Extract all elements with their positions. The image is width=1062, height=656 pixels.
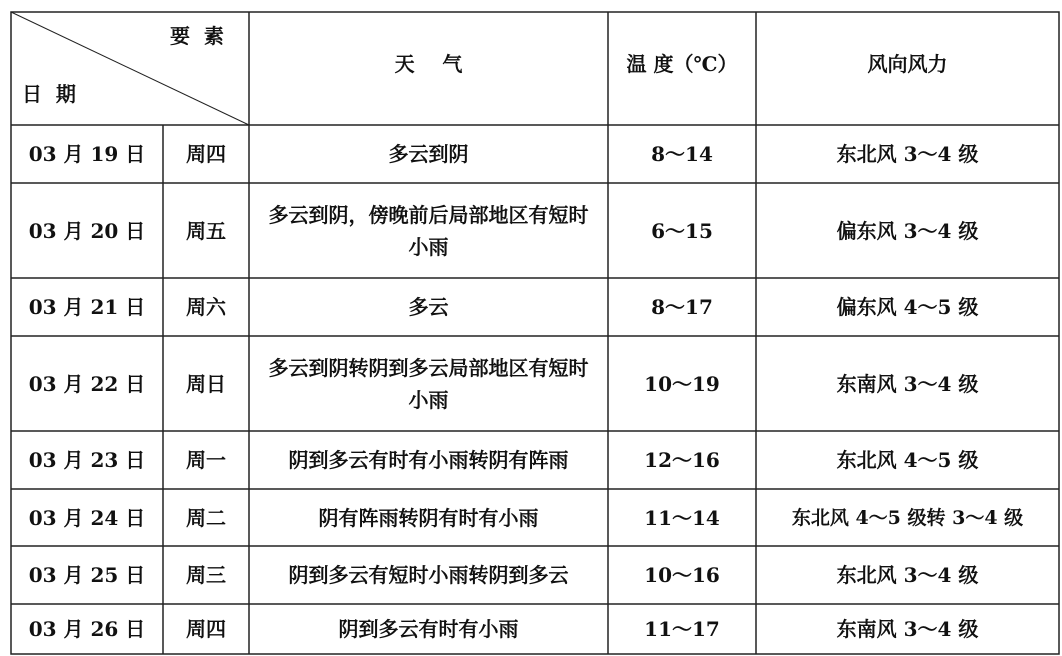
row-weather: 多云到阴，傍晚前后局部地区有短时小雨 (268, 202, 589, 259)
row-weather: 阴到多云有短时小雨转阴到多云 (288, 563, 569, 587)
row-date: 03 月 23 日 (28, 448, 146, 472)
corner-header-elements: 要 素 (170, 24, 224, 48)
row-date: 03 月 22 日 (28, 371, 146, 396)
row-weather: 多云 (408, 295, 449, 319)
row-weekday: 周三 (186, 563, 226, 587)
row-wind: 东北风 4～5 级转 3～4 级 (791, 506, 1024, 529)
row-wind: 东北风 4～5 级 (836, 448, 979, 472)
row-wind: 东北风 3～4 级 (836, 142, 979, 166)
row-temperature: 11～14 (644, 505, 720, 530)
row-wind: 东南风 3～4 级 (836, 371, 979, 396)
row-wind: 偏东风 3～4 级 (836, 218, 979, 243)
row-date: 03 月 19 日 (28, 142, 146, 166)
row-weekday: 周四 (186, 142, 226, 166)
header-temperature: 温 度（℃） (626, 51, 738, 76)
row-weekday: 周一 (186, 448, 226, 472)
row-date: 03 月 25 日 (28, 563, 146, 587)
row-temperature: 6～15 (651, 218, 713, 243)
row-wind: 东北风 3～4 级 (836, 563, 979, 587)
row-weekday: 周五 (186, 218, 226, 243)
row-wind: 东南风 3～4 级 (836, 617, 979, 641)
row-date: 03 月 21 日 (28, 295, 146, 319)
row-weather: 阴有阵雨转阴有时有小雨 (318, 505, 539, 530)
header-weather: 天 气 (394, 51, 463, 76)
row-temperature: 8～17 (651, 295, 713, 319)
row-temperature: 11～17 (644, 617, 720, 641)
row-date: 03 月 20 日 (28, 218, 146, 243)
header-wind: 风向风力 (867, 51, 948, 76)
row-weekday: 周二 (186, 505, 226, 530)
row-weather: 多云到阴 (388, 142, 469, 166)
row-temperature: 12～16 (644, 448, 720, 472)
corner-header-date: 日 期 (22, 82, 76, 106)
row-temperature: 10～19 (644, 371, 720, 396)
row-date: 03 月 26 日 (28, 617, 146, 641)
row-weekday: 周日 (186, 371, 226, 396)
row-weekday: 周四 (186, 617, 226, 641)
row-weather: 阴到多云有时有小雨转阴有阵雨 (288, 448, 569, 472)
row-temperature: 8～14 (651, 142, 713, 166)
row-weather: 阴到多云有时有小雨 (338, 617, 519, 641)
row-weather: 多云到阴转阴到多云局部地区有短时小雨 (268, 355, 589, 412)
row-weekday: 周六 (186, 295, 226, 319)
row-date: 03 月 24 日 (28, 505, 146, 530)
row-temperature: 10～16 (644, 563, 720, 587)
row-wind: 偏东风 4～5 级 (836, 295, 979, 319)
